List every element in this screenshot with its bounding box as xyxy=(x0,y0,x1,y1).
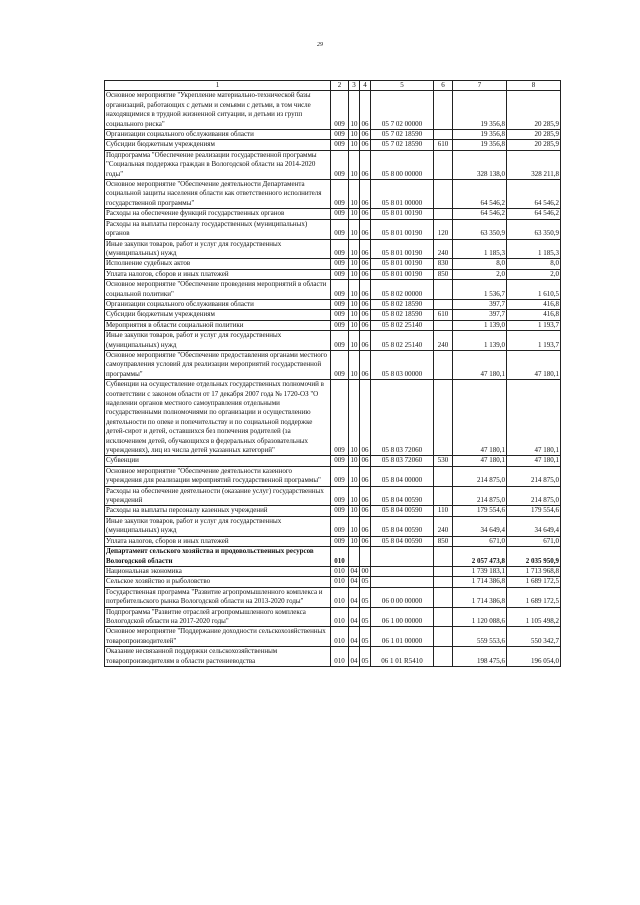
admin-code-cell: 010 xyxy=(331,587,349,607)
amount-year2-cell: 47 180,1 xyxy=(507,456,561,466)
amount-year1-cell: 1 536,7 xyxy=(453,280,507,300)
section-code-cell: 10 xyxy=(350,140,358,149)
table-row xyxy=(105,299,561,309)
admin-code-cell: 009 xyxy=(331,516,349,536)
section-code-cell: 10 xyxy=(350,536,358,545)
table-row xyxy=(105,140,561,150)
table-row xyxy=(105,209,561,219)
section-code-cell: 10 xyxy=(349,516,360,536)
admin-code-cell: 009 xyxy=(331,466,349,486)
table-row xyxy=(105,466,561,486)
table-row xyxy=(105,456,561,466)
section-code-cell: 04 xyxy=(349,607,360,627)
amount-year2-cell: 2 035 950,9 xyxy=(507,547,561,567)
target-code-cell: 05 8 04 00590 xyxy=(371,536,434,546)
amount-year1-cell: 1 120 088,6 xyxy=(453,607,507,627)
table-row xyxy=(105,219,561,239)
row-name-cell: Подпрограмма "Обеспечение реализации государственной программы "Социальная поддержка граждан в Вологодской области на 2014-2020 годы" xyxy=(105,150,331,179)
admin-code-cell: 010 xyxy=(331,577,349,587)
table-row xyxy=(105,577,561,587)
expense-type-cell: 240 xyxy=(434,516,453,536)
column-header: 2 xyxy=(331,81,349,91)
admin-code-cell: 010 xyxy=(331,647,349,667)
amount-year2-cell: 179 554,6 xyxy=(507,506,561,516)
target-code-cell: 05 8 04 00590 xyxy=(371,516,434,536)
subsection-code-cell: 06 xyxy=(360,466,371,486)
row-name-cell: Государственная программа "Развитие агропромышленного комплекса и потребительского рынка Вологодской области на 2013-2020 годы" xyxy=(105,587,331,607)
row-name-cell: Основное мероприятие "Укрепление материально-технической базы организаций, работающих с детьми и семьями с детьми, в том числе находящимися в трудной жизненной ситуации, и детьми из групп социального риска" xyxy=(105,91,331,130)
admin-code-cell: 009 xyxy=(331,320,349,330)
amount-year1-cell: 47 180,1 xyxy=(453,456,507,466)
row-name-cell: Расходы на обеспечение функций государственных органов xyxy=(105,209,331,219)
amount-year1-cell: 198 475,6 xyxy=(453,647,507,667)
subsection-code-cell: 06 xyxy=(361,299,369,308)
amount-year2-cell: 1 105 498,2 xyxy=(507,607,561,627)
expense-type-cell: 610 xyxy=(434,140,453,150)
section-code-cell: 10 xyxy=(350,320,358,329)
expense-type-cell: 850 xyxy=(434,536,453,546)
expense-type-cell: 120 xyxy=(434,219,453,239)
subsection-code-cell: 00 xyxy=(361,566,369,575)
column-header: 1 xyxy=(105,81,331,91)
section-code-cell: 10 xyxy=(349,180,360,209)
target-code-cell: 05 8 01 00190 xyxy=(371,209,434,219)
amount-year1-cell: 397,7 xyxy=(453,310,507,320)
amount-year2-cell: 671,0 xyxy=(507,536,561,546)
admin-code-cell: 009 xyxy=(331,280,349,300)
target-code-cell: 05 8 02 25140 xyxy=(371,331,434,351)
table-row xyxy=(105,259,561,269)
target-code-cell: 05 7 02 00000 xyxy=(371,91,434,130)
section-code-cell: 10 xyxy=(350,310,358,319)
amount-year2-cell: 328 211,8 xyxy=(507,150,561,179)
amount-year2-cell: 1 689 172,5 xyxy=(507,577,561,587)
table-row xyxy=(105,647,561,667)
amount-year2-cell: 1 713 968,8 xyxy=(507,566,561,576)
target-code-cell: 06 1 01 R5410 xyxy=(371,647,434,667)
admin-code-cell: 009 xyxy=(331,150,349,179)
column-header: 7 xyxy=(453,81,507,91)
amount-year2-cell: 196 054,0 xyxy=(507,647,561,667)
section-code-cell: 04 xyxy=(350,566,358,575)
target-code-cell: 05 8 01 00190 xyxy=(371,259,434,269)
amount-year1-cell: 1 185,3 xyxy=(453,239,507,259)
expense-type-cell: 110 xyxy=(434,506,453,516)
amount-year2-cell: 20 285,9 xyxy=(507,91,561,130)
table-row xyxy=(105,331,561,351)
section-code-cell: 10 xyxy=(350,259,358,268)
row-name-cell: Оказание несвязанной поддержки сельскохозяйственным товаропроизводителям в области растениеводства xyxy=(105,647,331,667)
row-name-cell: Департамент сельского хозяйства и продовольственных ресурсов Вологодской области xyxy=(105,547,331,567)
amount-year2-cell: 47 180,1 xyxy=(507,350,561,379)
table-row xyxy=(105,310,561,320)
row-name-cell: Основное мероприятие "Поддержание доходности сельскохозяйственных товаропроизводителей" xyxy=(105,627,331,647)
amount-year2-cell: 214 875,0 xyxy=(507,486,561,506)
admin-code-cell: 009 xyxy=(331,130,349,140)
target-code-cell: 05 8 03 72060 xyxy=(371,380,434,456)
expense-type-cell xyxy=(434,320,453,330)
amount-year2-cell: 416,8 xyxy=(507,310,561,320)
expense-type-cell: 850 xyxy=(434,269,453,279)
amount-year1-cell: 559 553,6 xyxy=(453,627,507,647)
subsection-code-cell: 06 xyxy=(360,380,371,456)
target-code-cell xyxy=(371,566,434,576)
subsection-code-cell: 06 xyxy=(360,150,371,179)
amount-year2-cell: 20 285,9 xyxy=(507,140,561,150)
expense-type-cell xyxy=(434,299,453,309)
row-name-cell: Расходы на выплаты персоналу казенных учреждений xyxy=(105,506,331,516)
amount-year2-cell: 2,0 xyxy=(507,269,561,279)
row-name-cell: Иные закупки товаров, работ и услуг для государственных (муниципальных) нужд xyxy=(105,516,331,536)
expense-type-cell xyxy=(434,547,453,567)
subsection-code-cell: 06 xyxy=(361,456,369,465)
expense-type-cell xyxy=(434,607,453,627)
subsection-code-cell: 06 xyxy=(360,486,371,506)
subsection-code-cell: 06 xyxy=(361,269,369,278)
row-name-cell: Подпрограмма "Развитие отраслей агропромышленного комплекса Вологодской области на 2017-2020 годы" xyxy=(105,607,331,627)
row-name-cell: Субвенции xyxy=(105,456,331,466)
row-name-cell: Исполнение судебных актов xyxy=(105,259,331,269)
row-name-cell: Расходы на выплаты персоналу государственных (муниципальных) органов xyxy=(105,219,331,239)
target-code-cell: 05 7 02 18590 xyxy=(371,130,434,140)
target-code-cell: 05 8 02 25140 xyxy=(371,320,434,330)
row-name-cell: Национальная экономика xyxy=(105,566,331,576)
section-code-cell: 10 xyxy=(350,209,358,218)
amount-year2-cell: 1 689 172,5 xyxy=(507,587,561,607)
table-row xyxy=(105,91,561,130)
row-name-cell: Сельское хозяйство и рыболовство xyxy=(105,577,331,587)
expense-type-cell xyxy=(434,647,453,667)
target-code-cell: 05 8 04 00000 xyxy=(371,466,434,486)
target-code-cell: 05 8 04 00590 xyxy=(371,506,434,516)
subsection-code-cell: 06 xyxy=(360,350,371,379)
amount-year2-cell: 1 193,7 xyxy=(507,320,561,330)
amount-year1-cell: 328 138,0 xyxy=(453,150,507,179)
section-code-cell: 04 xyxy=(350,577,358,586)
amount-year1-cell: 34 649,4 xyxy=(453,516,507,536)
subsection-code-cell xyxy=(360,547,371,567)
amount-year1-cell: 1 714 386,8 xyxy=(453,587,507,607)
admin-code-cell: 009 xyxy=(331,219,349,239)
row-name-cell: Организации социального обслуживания области xyxy=(105,299,331,309)
expense-type-cell xyxy=(434,380,453,456)
table-row xyxy=(105,380,561,456)
table-body xyxy=(105,91,561,667)
amount-year1-cell: 8,0 xyxy=(453,259,507,269)
expense-type-cell xyxy=(434,150,453,179)
section-code-cell xyxy=(349,547,360,567)
row-name-cell: Субсидии бюджетным учреждениям xyxy=(105,140,331,150)
subsection-code-cell: 05 xyxy=(361,577,369,586)
table-row xyxy=(105,627,561,647)
expense-type-cell: 610 xyxy=(434,310,453,320)
table-row xyxy=(105,239,561,259)
amount-year1-cell: 1 139,0 xyxy=(453,331,507,351)
amount-year1-cell: 671,0 xyxy=(453,536,507,546)
column-header: 6 xyxy=(434,81,453,91)
table-row xyxy=(105,516,561,536)
amount-year1-cell: 214 875,0 xyxy=(453,486,507,506)
amount-year1-cell: 2 057 473,8 xyxy=(453,547,507,567)
amount-year2-cell: 8,0 xyxy=(507,259,561,269)
amount-year1-cell: 64 546,2 xyxy=(453,180,507,209)
expense-type-cell xyxy=(434,587,453,607)
subsection-code-cell: 06 xyxy=(360,239,371,259)
subsection-code-cell: 06 xyxy=(361,506,369,515)
admin-code-cell: 010 xyxy=(331,627,349,647)
row-name-cell: Организации социального обслуживания области xyxy=(105,130,331,140)
admin-code-cell: 009 xyxy=(331,140,349,150)
subsection-code-cell: 05 xyxy=(360,627,371,647)
row-name-cell: Уплата налогов, сборов и иных платежей xyxy=(105,536,331,546)
subsection-code-cell: 06 xyxy=(361,140,369,149)
table-row xyxy=(105,587,561,607)
amount-year1-cell: 179 554,6 xyxy=(453,506,507,516)
section-code-cell: 04 xyxy=(349,627,360,647)
expense-type-cell: 240 xyxy=(434,331,453,351)
section-code-cell: 10 xyxy=(350,299,358,308)
table-row xyxy=(105,320,561,330)
section-code-cell: 10 xyxy=(349,150,360,179)
subsection-code-cell: 06 xyxy=(360,219,371,239)
section-code-cell: 10 xyxy=(349,380,360,456)
target-code-cell: 05 8 01 00000 xyxy=(371,180,434,209)
target-code-cell: 05 8 03 00000 xyxy=(371,350,434,379)
row-name-cell: Мероприятия в области социальной политики xyxy=(105,320,331,330)
expense-type-cell xyxy=(434,350,453,379)
expense-type-cell xyxy=(434,130,453,140)
admin-code-cell: 009 xyxy=(331,259,349,269)
table-row xyxy=(105,506,561,516)
section-code-cell: 10 xyxy=(350,130,358,139)
target-code-cell: 05 8 01 00190 xyxy=(371,219,434,239)
target-code-cell xyxy=(371,547,434,567)
amount-year1-cell: 47 180,1 xyxy=(453,350,507,379)
expense-type-cell xyxy=(434,180,453,209)
subsection-code-cell: 06 xyxy=(361,310,369,319)
subsection-code-cell: 06 xyxy=(361,259,369,268)
target-code-cell: 05 8 01 00190 xyxy=(371,239,434,259)
expense-type-cell: 240 xyxy=(434,239,453,259)
section-code-cell: 10 xyxy=(349,331,360,351)
amount-year2-cell: 47 180,1 xyxy=(507,380,561,456)
subsection-code-cell: 06 xyxy=(361,209,369,218)
target-code-cell xyxy=(371,577,434,587)
admin-code-cell: 009 xyxy=(331,456,349,466)
expense-type-cell xyxy=(434,486,453,506)
target-code-cell: 05 8 02 18590 xyxy=(371,299,434,309)
amount-year2-cell: 1 610,5 xyxy=(507,280,561,300)
amount-year2-cell: 416,8 xyxy=(507,299,561,309)
target-code-cell: 05 8 01 00190 xyxy=(371,269,434,279)
row-name-cell: Иные закупки товаров, работ и услуг для государственных (муниципальных) нужд xyxy=(105,239,331,259)
subsection-code-cell: 06 xyxy=(360,516,371,536)
table-row xyxy=(105,130,561,140)
admin-code-cell: 009 xyxy=(331,180,349,209)
subsection-code-cell: 05 xyxy=(360,587,371,607)
amount-year1-cell: 1 139,0 xyxy=(453,320,507,330)
subsection-code-cell: 06 xyxy=(361,320,369,329)
target-code-cell: 06 1 00 00000 xyxy=(371,607,434,627)
admin-code-cell: 009 xyxy=(331,310,349,320)
target-code-cell: 05 8 02 00000 xyxy=(371,280,434,300)
expense-type-cell xyxy=(434,209,453,219)
target-code-cell: 05 8 00 00000 xyxy=(371,150,434,179)
table-row xyxy=(105,486,561,506)
column-header: 8 xyxy=(507,81,561,91)
amount-year1-cell: 2,0 xyxy=(453,269,507,279)
section-code-cell: 10 xyxy=(350,269,358,278)
admin-code-cell: 009 xyxy=(331,239,349,259)
table-row xyxy=(105,350,561,379)
amount-year2-cell: 63 350,9 xyxy=(507,219,561,239)
amount-year1-cell: 63 350,9 xyxy=(453,219,507,239)
target-code-cell: 05 8 04 00590 xyxy=(371,486,434,506)
column-header: 5 xyxy=(371,81,434,91)
subsection-code-cell: 06 xyxy=(360,180,371,209)
subsection-code-cell: 06 xyxy=(361,130,369,139)
expense-type-cell: 530 xyxy=(434,456,453,466)
admin-code-cell: 010 xyxy=(331,566,349,576)
row-name-cell: Иные закупки товаров, работ и услуг для государственных (муниципальных) нужд xyxy=(105,331,331,351)
subsection-code-cell: 06 xyxy=(360,280,371,300)
admin-code-cell: 009 xyxy=(331,269,349,279)
amount-year2-cell: 64 546,2 xyxy=(507,209,561,219)
amount-year1-cell: 19 356,8 xyxy=(453,130,507,140)
amount-year1-cell: 19 356,8 xyxy=(453,91,507,130)
table-row xyxy=(105,607,561,627)
admin-code-cell: 009 xyxy=(331,331,349,351)
section-code-cell: 10 xyxy=(349,239,360,259)
target-code-cell: 05 8 03 72060 xyxy=(371,456,434,466)
section-code-cell: 04 xyxy=(349,587,360,607)
expense-type-cell xyxy=(434,91,453,130)
expense-type-cell xyxy=(434,577,453,587)
subsection-code-cell: 06 xyxy=(360,331,371,351)
table-row xyxy=(105,280,561,300)
table-row xyxy=(105,566,561,576)
column-header: 3 xyxy=(349,81,360,91)
amount-year2-cell: 20 285,9 xyxy=(507,130,561,140)
table-row xyxy=(105,547,561,567)
subsection-code-cell: 06 xyxy=(361,536,369,545)
amount-year1-cell: 47 180,1 xyxy=(453,380,507,456)
expense-type-cell xyxy=(434,566,453,576)
amount-year2-cell: 34 649,4 xyxy=(507,516,561,536)
amount-year2-cell: 214 875,0 xyxy=(507,466,561,486)
section-code-cell: 10 xyxy=(350,456,358,465)
amount-year1-cell: 1 739 183,1 xyxy=(453,566,507,576)
admin-code-cell: 009 xyxy=(331,350,349,379)
table-header-row xyxy=(105,81,561,91)
admin-code-cell: 009 xyxy=(331,91,349,130)
section-code-cell: 10 xyxy=(349,91,360,130)
expense-type-cell: 830 xyxy=(434,259,453,269)
amount-year2-cell: 550 342,7 xyxy=(507,627,561,647)
row-name-cell: Субвенции на осуществление отдельных государственных полномочий в соответствии с законом области от 17 декабря 2007 года № 1720-ОЗ "О наделении органов местного самоуправления отдельными государственными полномочиями по организации и осуществлению деятельности по опеке и попечительству и по социальной поддержке детей-сирот и детей, оставшихся без попечения родителей (за исключением детей, обучающихся в федеральных образовательных учреждениях), лиц из числа детей указанных категорий" xyxy=(105,380,331,456)
section-code-cell: 10 xyxy=(349,466,360,486)
section-code-cell: 10 xyxy=(349,350,360,379)
row-name-cell: Основное мероприятие "Обеспечение проведения мероприятий в области социальной политики" xyxy=(105,280,331,300)
table-row xyxy=(105,150,561,179)
subsection-code-cell: 05 xyxy=(360,647,371,667)
expense-type-cell xyxy=(434,280,453,300)
amount-year1-cell: 64 546,2 xyxy=(453,209,507,219)
amount-year1-cell: 214 875,0 xyxy=(453,466,507,486)
budget-table xyxy=(104,80,561,667)
expense-type-cell xyxy=(434,627,453,647)
section-code-cell: 10 xyxy=(349,280,360,300)
table-row xyxy=(105,180,561,209)
admin-code-cell: 010 xyxy=(331,607,349,627)
target-code-cell: 05 7 02 18590 xyxy=(371,140,434,150)
admin-code-cell: 009 xyxy=(331,299,349,309)
section-code-cell: 10 xyxy=(349,486,360,506)
admin-code-cell: 009 xyxy=(331,380,349,456)
admin-code-cell: 009 xyxy=(331,209,349,219)
table-row xyxy=(105,536,561,546)
admin-code-cell: 009 xyxy=(331,506,349,516)
subsection-code-cell: 06 xyxy=(360,91,371,130)
amount-year1-cell: 397,7 xyxy=(453,299,507,309)
target-code-cell: 06 0 00 00000 xyxy=(371,587,434,607)
row-name-cell: Уплата налогов, сборов и иных платежей xyxy=(105,269,331,279)
row-name-cell: Основное мероприятие "Обеспечение деятельности казенного учреждения для реализации мероприятий государственной программы" xyxy=(105,466,331,486)
subsection-code-cell: 05 xyxy=(360,607,371,627)
amount-year1-cell: 1 714 386,8 xyxy=(453,577,507,587)
target-code-cell: 05 8 02 18590 xyxy=(371,310,434,320)
amount-year1-cell: 19 356,8 xyxy=(453,140,507,150)
section-code-cell: 10 xyxy=(349,219,360,239)
amount-year2-cell: 64 546,2 xyxy=(507,180,561,209)
expense-type-cell xyxy=(434,466,453,486)
page-number: 29 xyxy=(317,42,323,48)
admin-code-cell: 010 xyxy=(331,547,349,567)
column-header: 4 xyxy=(360,81,371,91)
row-name-cell: Основное мероприятие "Обеспечение деятельности Департамента социальной защиты населения области как ответственного исполнителя государственной программы" xyxy=(105,180,331,209)
amount-year2-cell: 1 185,3 xyxy=(507,239,561,259)
target-code-cell: 06 1 01 00000 xyxy=(371,627,434,647)
admin-code-cell: 009 xyxy=(331,536,349,546)
amount-year2-cell: 1 193,7 xyxy=(507,331,561,351)
section-code-cell: 04 xyxy=(349,647,360,667)
row-name-cell: Расходы на обеспечение деятельности (оказание услуг) государственных учреждений xyxy=(105,486,331,506)
table-row xyxy=(105,269,561,279)
admin-code-cell: 009 xyxy=(331,486,349,506)
row-name-cell: Основное мероприятие "Обеспечение предоставления органами местного самоуправления условий для реализации мероприятий государственной программы" xyxy=(105,350,331,379)
row-name-cell: Субсидии бюджетным учреждениям xyxy=(105,310,331,320)
section-code-cell: 10 xyxy=(350,506,358,515)
